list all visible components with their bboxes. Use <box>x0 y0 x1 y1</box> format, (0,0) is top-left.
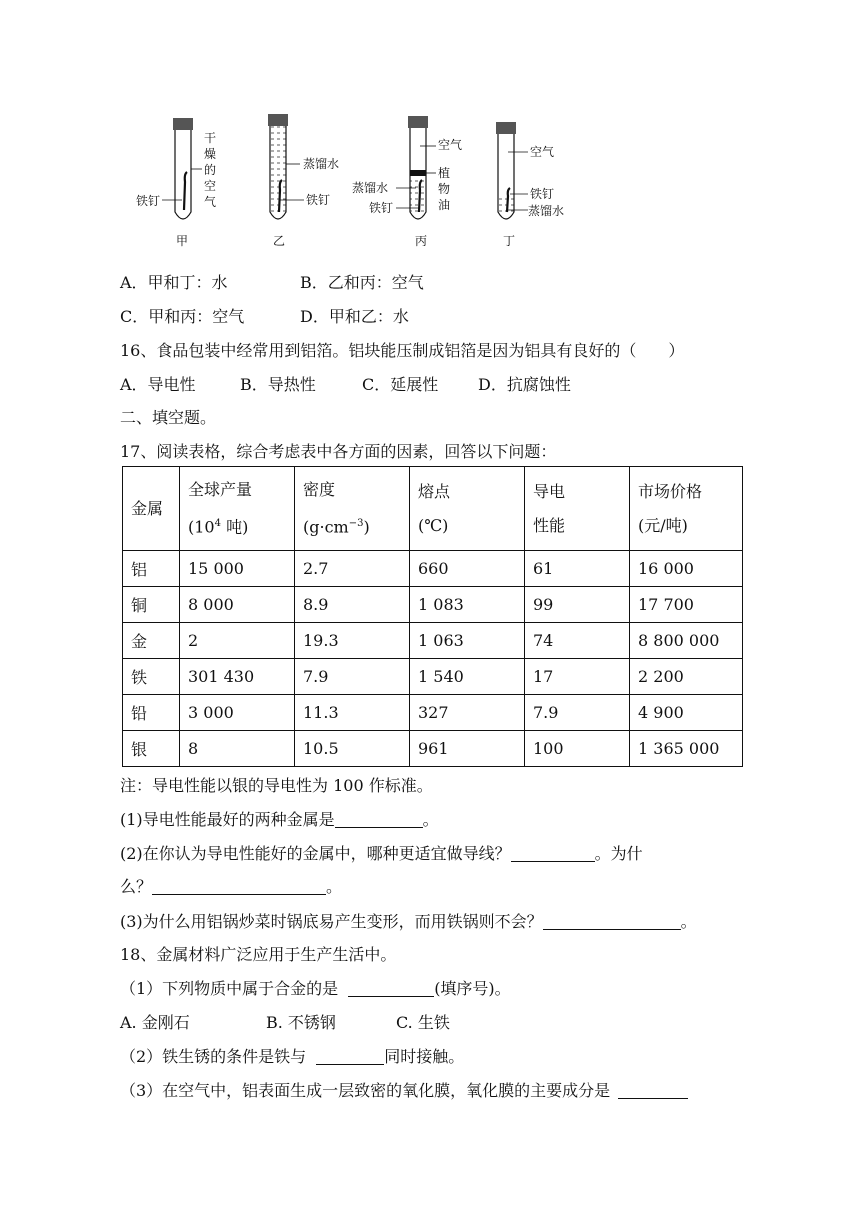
cell-price: 1 365 000 <box>630 731 743 767</box>
label-oil-3: 油 <box>438 198 451 212</box>
q17-part3-text: (3)为什么用铝锅炒菜时锅底易产生变形，而用铁锅则不会？ <box>120 912 543 931</box>
q17-part1 <box>120 807 439 830</box>
q17-part2-line2 <box>120 874 342 897</box>
table-row <box>123 587 743 623</box>
stopper-jia <box>173 118 193 130</box>
label-dry-air-5: 气 <box>204 195 217 209</box>
cell-density: 11.3 <box>295 695 410 731</box>
q18-part3-text: （3）在空气中，铝表面生成一层致密的氧化膜，氧化膜的主要成分是 <box>120 1081 611 1100</box>
cell-metal: 铅 <box>123 695 180 731</box>
nail-jia <box>184 172 187 210</box>
cell-density: 8.9 <box>295 587 410 623</box>
cell-production: 8 000 <box>180 587 295 623</box>
header-melting-point: 熔点 (℃) <box>410 467 525 551</box>
label-nail-jia: 铁钉 <box>136 194 161 208</box>
q18-part2 <box>120 1044 464 1067</box>
label-bing: 丙 <box>415 234 428 248</box>
q15-option-c[interactable]: C．甲和丙：空气 <box>120 307 245 326</box>
q17-part3 <box>120 909 697 932</box>
q18-part1-text: （1）下列物质中属于合金的是 <box>120 979 339 998</box>
label-jia: 甲 <box>176 234 189 248</box>
cell-metal: 铝 <box>123 551 180 587</box>
label-dry-air-2: 燥 <box>204 147 217 161</box>
cell-price: 4 900 <box>630 695 743 731</box>
table-row <box>123 623 743 659</box>
label-dry-air-3: 的 <box>204 163 217 177</box>
q16-option-c[interactable]: C．延展性 <box>362 375 439 394</box>
q17-part2-blank-1[interactable] <box>511 845 595 862</box>
cell-production: 2 <box>180 623 295 659</box>
label-nail-yi: 铁钉 <box>306 193 331 207</box>
q18-options <box>120 1010 450 1033</box>
tube-bing <box>352 116 462 248</box>
cell-metal: 金 <box>123 623 180 659</box>
label-oil-2: 物 <box>438 182 451 196</box>
cell-melting: 327 <box>410 695 525 731</box>
q15-option-d[interactable]: D．甲和乙：水 <box>300 307 409 326</box>
q15-options-row2 <box>120 304 409 327</box>
q17-part3-blank[interactable] <box>543 913 681 930</box>
cell-conductivity: 17 <box>525 659 630 695</box>
q17-part2-line1 <box>120 841 643 864</box>
cell-melting: 660 <box>410 551 525 587</box>
cell-metal: 铁 <box>123 659 180 695</box>
q17-part2-blank-2[interactable] <box>152 878 326 895</box>
cell-conductivity: 74 <box>525 623 630 659</box>
q17-part2-text: (2)在你认为导电性能好的金属中，哪种更适宜做导线？ <box>120 844 511 863</box>
q16-option-a[interactable]: A．导电性 <box>120 375 196 394</box>
q17-part2-end: 。 <box>326 877 343 896</box>
cell-melting: 1 083 <box>410 587 525 623</box>
cell-production: 3 000 <box>180 695 295 731</box>
cell-conductivity: 7.9 <box>525 695 630 731</box>
q18-part3-blank[interactable] <box>618 1082 688 1099</box>
header-density: 密度 $(g\cdot cm^{-3})$ <box>295 467 410 551</box>
label-dry-air-4: 空 <box>204 179 217 193</box>
q16-option-d[interactable]: D．抗腐蚀性 <box>478 375 571 394</box>
table-row <box>123 731 743 767</box>
oil-layer <box>410 170 426 176</box>
q17-part2-text-b: 。为什 <box>594 844 643 863</box>
cell-price: 2 200 <box>630 659 743 695</box>
cell-conductivity: 99 <box>525 587 630 623</box>
cell-price: 17 700 <box>630 587 743 623</box>
tube-jia <box>136 118 216 248</box>
cell-density: 10.5 <box>295 731 410 767</box>
q18-part3 <box>120 1078 688 1101</box>
cell-conductivity: 61 <box>525 551 630 587</box>
cell-density: 2.7 <box>295 551 410 587</box>
header-conductivity: 导电 性能 <box>525 467 630 551</box>
cell-density: 19.3 <box>295 623 410 659</box>
q17-note: 注：导电性能以银的导电性为 100 作标准。 <box>120 776 433 795</box>
q18-part2-end: 同时接触。 <box>384 1047 465 1066</box>
q17-stem: 17、阅读表格，综合考虑表中各方面的因素，回答以下问题： <box>120 442 557 461</box>
label-nail-ding: 铁钉 <box>530 187 555 201</box>
q18-part1-blank[interactable] <box>348 980 434 997</box>
table-header-row <box>123 467 743 551</box>
cell-melting: 961 <box>410 731 525 767</box>
table-row <box>123 695 743 731</box>
table-row <box>123 659 743 695</box>
q15-option-b[interactable]: B．乙和丙：空气 <box>300 273 424 292</box>
label-dry-air-1: 干 <box>204 131 217 145</box>
q16-options <box>120 372 571 395</box>
cell-density: 7.9 <box>295 659 410 695</box>
label-oil-1: 植 <box>438 166 451 180</box>
table-row <box>123 551 743 587</box>
label-water-yi: 蒸馏水 <box>303 157 340 171</box>
q17-part1-end: 。 <box>422 810 439 829</box>
q15-options-row1 <box>120 270 424 293</box>
cell-metal: 铜 <box>123 587 180 623</box>
cell-production: 8 <box>180 731 295 767</box>
header-price: 市场价格 (元/吨) <box>630 467 743 551</box>
cell-melting: 1 540 <box>410 659 525 695</box>
section-heading: 二、填空题。 <box>120 408 217 427</box>
label-air-bing: 空气 <box>438 138 463 152</box>
q16-option-b[interactable]: B．导热性 <box>240 375 316 394</box>
label-ding: 丁 <box>503 234 516 248</box>
label-water-ding: 蒸馏水 <box>528 204 565 218</box>
q16-stem: 16、食品包装中经常用到铝箔。铝块能压制成铝箔是因为铝具有良好的（ ） <box>120 341 685 360</box>
q18-part2-text: （2）铁生锈的条件是铁与 <box>120 1047 307 1066</box>
metal-properties-table <box>122 466 743 767</box>
q17-part1-blank[interactable] <box>335 811 423 828</box>
cell-conductivity: 100 <box>525 731 630 767</box>
cell-price: 8 800 000 <box>630 623 743 659</box>
q17-part1-text: (1)导电性能最好的两种金属是 <box>120 810 335 829</box>
cell-metal: 银 <box>123 731 180 767</box>
label-yi: 乙 <box>273 234 286 248</box>
label-air-ding: 空气 <box>530 145 555 159</box>
header-metal: 金属 <box>123 467 180 551</box>
q18-option-c[interactable]: C. 生铁 <box>396 1013 450 1032</box>
q17-part2-text-c: 么？ <box>120 877 153 896</box>
label-water-bing: 蒸馏水 <box>352 181 389 195</box>
q17-part3-end: 。 <box>680 912 697 931</box>
label-nail-bing: 铁钉 <box>369 201 394 215</box>
cell-melting: 1 063 <box>410 623 525 659</box>
q18-part1 <box>120 976 511 999</box>
test-tube-figure <box>132 112 582 252</box>
q18-option-b[interactable]: B. 不锈钢 <box>266 1013 336 1032</box>
cell-production: 15 000 <box>180 551 295 587</box>
tube-yi <box>268 114 339 248</box>
q18-part2-blank[interactable] <box>316 1048 384 1065</box>
q18-option-a[interactable]: A. 金刚石 <box>120 1013 190 1032</box>
cell-production: 301 430 <box>180 659 295 695</box>
q18-part1-end: (填序号)。 <box>434 979 511 998</box>
tube-ding <box>496 122 564 248</box>
header-production: 全球产量 ($10^4$ 吨) <box>180 467 295 551</box>
q15-option-a[interactable]: A．甲和丁：水 <box>120 273 228 292</box>
q18-stem: 18、金属材料广泛应用于生产生活中。 <box>120 945 397 964</box>
cell-price: 16 000 <box>630 551 743 587</box>
